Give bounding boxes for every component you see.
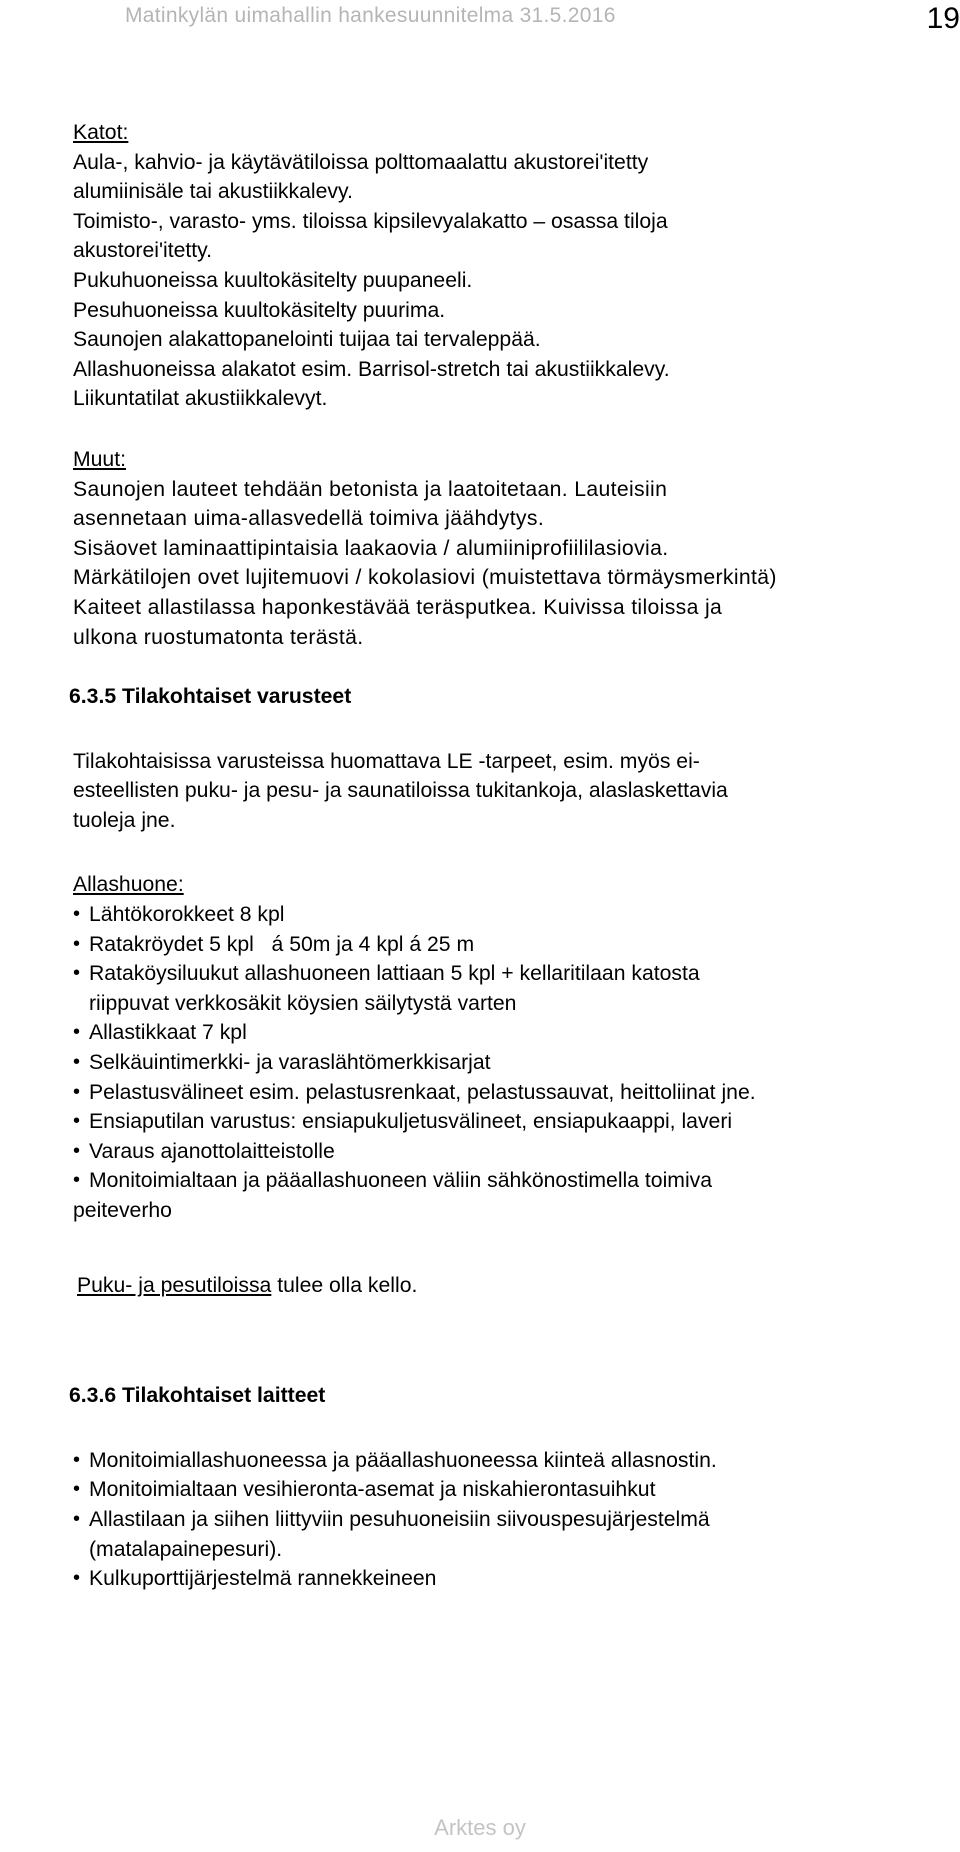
intro-line: tuoleja jne. — [73, 808, 176, 832]
list-item: • Varaus ajanottolaitteistolle — [73, 1137, 953, 1167]
list-item: • Monitoimialtaan ja pääallashuoneen väliin sähkönostimella toimiva peiteverho — [73, 1166, 953, 1225]
laitteet-list — [73, 1446, 953, 1594]
list-item: • Monitoimialtaan vesihieronta-asemat ja niskahierontasuihkut — [73, 1475, 953, 1505]
list-item: • Allastilaan ja siihen liittyviin pesuhuoneisiin siivouspesujärjestelmä (matalapainepesuri). — [73, 1505, 953, 1564]
section-heading-635: 6.3.5 Tilakohtaiset varusteet — [69, 685, 352, 709]
list-item: • Ensiaputilan varustus: ensiapukuljetusvälineet, ensiapukaappi, laveri — [73, 1107, 953, 1137]
list-item: • Monitoimiallashuoneessa ja pääallashuoneessa kiinteä allasnostin. — [73, 1446, 953, 1476]
muut-line: Kaiteet allastilassa haponkestävää teräsputkea. Kuivissa tiloissa ja — [73, 595, 723, 619]
kello-note-rest: tulee olla kello. — [271, 1273, 418, 1297]
katot-line: Pukuhuoneissa kuultokäsitelty puupaneeli. — [73, 268, 473, 292]
katot-line: Liikuntatilat akustiikkalevyt. — [73, 387, 328, 411]
katot-line: Allashuoneissa alakatot esim. Barrisol-stretch tai akustiikkalevy. — [73, 357, 670, 381]
muut-line: Sisäovet laminaattipintaisia laakaovia / alumiiniprofiililasiovia. — [73, 536, 669, 560]
list-item: • Selkäuintimerkki- ja varaslähtömerkkisarjat — [73, 1048, 953, 1078]
list-item-continuation: peiteverho — [73, 1199, 172, 1222]
list-item: • Lähtökorokkeet 8 kpl — [73, 900, 953, 930]
section-635-intro — [73, 747, 953, 836]
katot-line: Saunojen alakattopanelointi tuijaa tai tervaleppää. — [73, 328, 541, 352]
muut-line: asennetaan uima-allasvedellä toimiva jäähdytys. — [73, 507, 545, 531]
list-item: • Kulkuporttijärjestelmä rannekkeineen — [73, 1564, 953, 1594]
list-item-continuation: riippuvat verkkosäkit köysien säilytystä varten — [89, 991, 517, 1015]
section-heading-636: 6.3.6 Tilakohtaiset laitteet — [69, 1384, 326, 1408]
katot-line: Aula-, kahvio- ja käytävätiloissa polttomaalattu akustorei'itetty — [73, 150, 649, 174]
list-item: • Pelastusvälineet esim. pelastusrenkaat, pelastussauvat, heittoliinat jne. — [73, 1078, 953, 1108]
muut-line: Märkätilojen ovet lujitemuovi / kokolasiovi (muistettava törmäysmerkintä) — [73, 566, 777, 590]
list-item: • Ratakröydet 5 kpl á 50m ja 4 kpl á 25 m — [73, 930, 953, 960]
allashuone-label: Allashuone: — [73, 873, 184, 897]
muut-line: Saunojen lauteet tehdään betonista ja laatoitetaan. Lauteisiin — [73, 477, 668, 501]
list-item: • Allastikkaat 7 kpl — [73, 1018, 953, 1048]
muut-label: Muut: — [73, 447, 126, 471]
list-item: • Rataköysiluukut allashuoneen lattiaan 5 kpl + kellaritilaan katosta riippuvat verkkosäkit köysien säilytystä varten — [73, 959, 953, 1018]
page-content — [69, 118, 953, 1594]
kello-note-underlined: Puku- ja pesutiloissa — [77, 1273, 272, 1297]
katot-block — [73, 148, 953, 414]
intro-line: esteellisten puku- ja pesu- ja saunatiloissa tukitankoja, alaslaskettavia — [73, 779, 728, 803]
page-number: 19 — [926, 2, 960, 35]
muut-block — [73, 475, 953, 653]
katot-line: Toimisto-, varasto- yms. tiloissa kipsilevyalakatto – osassa tiloja — [73, 209, 668, 233]
kello-note — [73, 1271, 953, 1301]
muut-line: ulkona ruostumatonta terästä. — [73, 625, 364, 649]
intro-line: Tilakohtaisissa varusteissa huomattava LE -tarpeet, esim. myös ei- — [73, 749, 700, 773]
katot-line: Pesuhuoneissa kuultokäsitelty puurima. — [73, 298, 446, 322]
list-item-continuation: (matalapainepesuri). — [89, 1537, 283, 1561]
document-header-title: Matinkylän uimahallin hankesuunnitelma 31.5.2016 — [125, 4, 616, 27]
allashuone-equipment-list — [73, 900, 953, 1226]
katot-line: akustorei'itetty. — [73, 239, 213, 263]
katot-label: Katot: — [73, 121, 129, 144]
katot-line: alumiinisäle tai akustiikkalevy. — [73, 180, 353, 204]
footer-company: Arktes oy — [434, 1815, 526, 1840]
